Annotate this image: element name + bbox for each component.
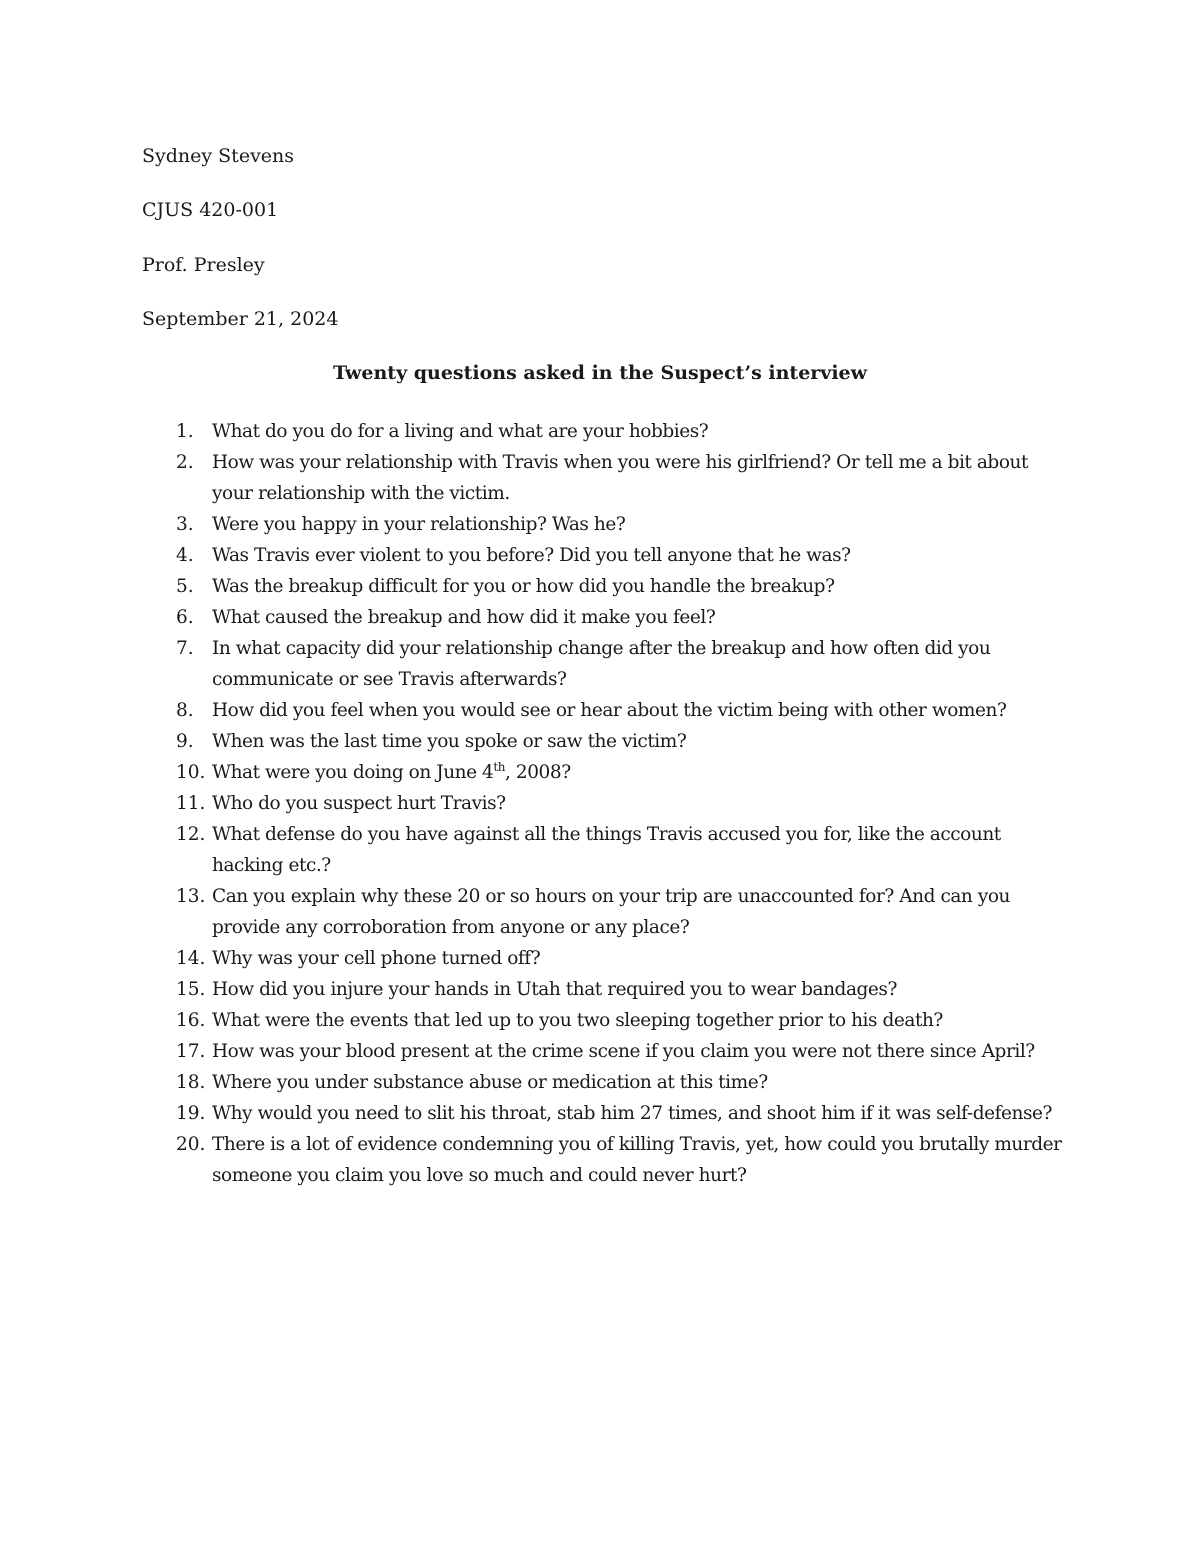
- question-item: [142, 1067, 1072, 1098]
- question-item: [142, 819, 1072, 881]
- question-number: 11.: [176, 793, 206, 814]
- question-item: [142, 447, 1072, 509]
- question-text: Were you happy in your relationship? Was he?: [212, 514, 626, 535]
- question-number: 17.: [176, 1041, 206, 1062]
- question-text: How was your blood present at the crime scene if you claim you were not there since April?: [212, 1041, 1035, 1062]
- question-item: [142, 757, 1072, 788]
- question-text: When was the last time you spoke or saw the victim?: [212, 731, 687, 752]
- document-date: September 21, 2024: [142, 308, 339, 330]
- question-item: [142, 726, 1072, 757]
- question-text: What do you do for a living and what are your hobbies?: [212, 421, 709, 442]
- question-text: How did you feel when you would see or hear about the victim being with other women?: [212, 700, 1007, 721]
- question-text: There is a lot of evidence condemning you of killing Travis, yet, how could you brutally murder someone you claim you love so much and could never hurt?: [212, 1134, 1062, 1186]
- question-item: [142, 943, 1072, 974]
- question-item: [142, 633, 1072, 695]
- question-item: [142, 602, 1072, 633]
- question-item: [142, 788, 1072, 819]
- question-item: [142, 1005, 1072, 1036]
- question-text: Why was your cell phone turned off?: [212, 948, 541, 969]
- question-number: 20.: [176, 1134, 206, 1155]
- question-number: 10.: [176, 762, 206, 783]
- question-number: 15.: [176, 979, 206, 1000]
- question-number: 19.: [176, 1103, 206, 1124]
- question-item: [142, 571, 1072, 602]
- question-text: Was Travis ever violent to you before? Did you tell anyone that he was?: [212, 545, 851, 566]
- question-item: [142, 974, 1072, 1005]
- question-text: How did you injure your hands in Utah that required you to wear bandages?: [212, 979, 897, 1000]
- question-text: Who do you suspect hurt Travis?: [212, 793, 506, 814]
- question-number: 2.: [176, 452, 194, 473]
- document-title: Twenty questions asked in the Suspect’s interview: [332, 362, 867, 384]
- question-text: [212, 762, 571, 783]
- question-number: 4.: [176, 545, 194, 566]
- question-number: 1.: [176, 421, 194, 442]
- question-text: Was the breakup difficult for you or how did you handle the breakup?: [212, 576, 835, 597]
- question-number: 18.: [176, 1072, 206, 1093]
- question-item: [142, 1036, 1072, 1067]
- question-number: 12.: [176, 824, 206, 845]
- question-text: What were the events that led up to you two sleeping together prior to his death?: [212, 1010, 943, 1031]
- question-number: 13.: [176, 886, 206, 907]
- question-list: [142, 416, 1072, 1191]
- question-text: Why would you need to slit his throat, stab him 27 times, and shoot him if it was self-defense?: [212, 1103, 1052, 1124]
- question-number: 6.: [176, 607, 194, 628]
- question-number: 14.: [176, 948, 206, 969]
- question-item: [142, 416, 1072, 447]
- question-text: What defense do you have against all the things Travis accused you for, like the account hacking etc.?: [212, 824, 1001, 876]
- question-text: What caused the breakup and how did it make you feel?: [212, 607, 716, 628]
- question-text-part: What were you doing on June 4: [212, 762, 494, 783]
- question-item: [142, 540, 1072, 571]
- question-number: 7.: [176, 638, 194, 659]
- question-item: [142, 695, 1072, 726]
- question-number: 8.: [176, 700, 194, 721]
- question-item: [142, 1129, 1072, 1191]
- question-text: How was your relationship with Travis when you were his girlfriend? Or tell me a bit about your relationship with the victim.: [212, 452, 1028, 504]
- question-number: 9.: [176, 731, 194, 752]
- question-number: 3.: [176, 514, 194, 535]
- course-code: CJUS 420-001: [142, 199, 279, 221]
- student-name: Sydney Stevens: [142, 145, 295, 167]
- question-text: Where you under substance abuse or medication at this time?: [212, 1072, 768, 1093]
- question-item: [142, 881, 1072, 943]
- question-number: 5.: [176, 576, 194, 597]
- professor-name: Prof. Presley: [142, 254, 265, 276]
- question-number: 16.: [176, 1010, 206, 1031]
- question-item: [142, 509, 1072, 540]
- question-text-part: , 2008?: [505, 762, 571, 783]
- question-text: Can you explain why these 20 or so hours on your trip are unaccounted for? And can you provide any corroboration from anyone or any place?: [212, 886, 1010, 938]
- question-text: In what capacity did your relationship change after the breakup and how often did you communicate or see Travis afterwards?: [212, 638, 991, 690]
- ordinal-suffix: th: [493, 760, 506, 774]
- question-item: [142, 1098, 1072, 1129]
